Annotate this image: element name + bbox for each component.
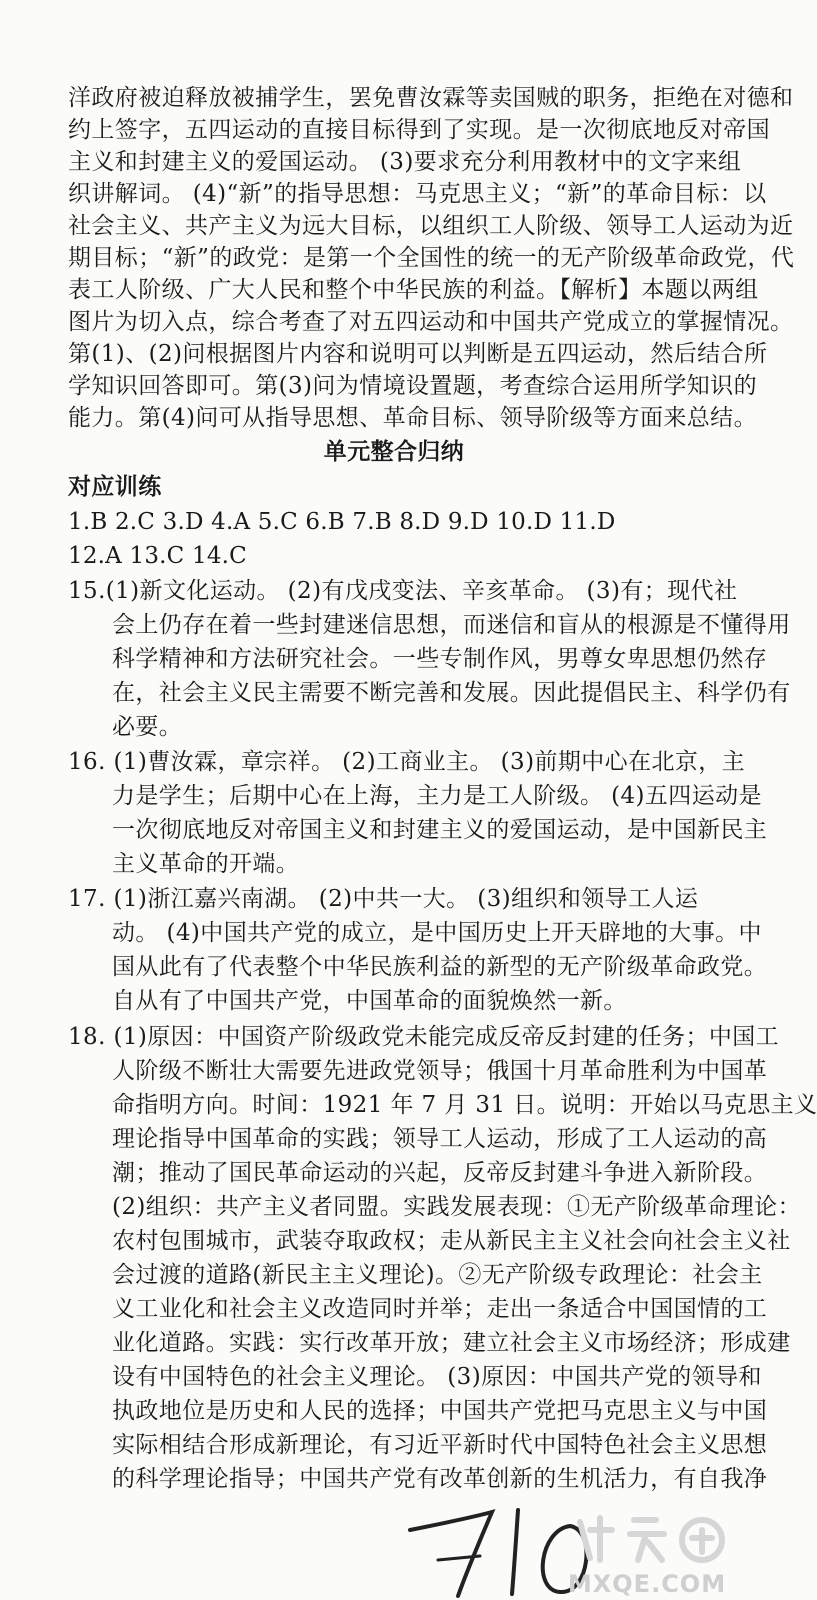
watermark-emblem-icon <box>560 1508 734 1568</box>
q17-line: 动。 (4)中国共产党的成立，是中国历史上开天辟地的大事。中 <box>112 920 762 946</box>
q18-line: 命指明方向。时间：1921 年 7 月 31 日。说明：开始以马克思主义 <box>112 1092 817 1118</box>
q15-line: 会上仍存在着一些封建迷信思想，而迷信和盲从的根源是不懂得用 <box>112 612 791 638</box>
q18-line: 义工业化和社会主义改造同时并举；走出一条适合中国国情的工 <box>112 1296 768 1322</box>
q18-line: 人阶级不断壮大需要先进政党领导；俄国十月革命胜利为中国革 <box>112 1058 768 1084</box>
q15-line: 科学精神和方法研究社会。一些专制作风，男尊女卑思想仍然存 <box>112 646 768 672</box>
q17-line: 自从有了中国共产党，中国革命的面貌焕然一新。 <box>112 988 627 1014</box>
q15-line: 必要。 <box>112 714 183 740</box>
subsection-title: 对应训练 <box>68 474 162 500</box>
q18-line: 实际相结合形成新理论，有习近平新时代中国特色社会主义思想 <box>112 1432 768 1458</box>
q18-line: 18. (1)原因：中国资产阶级政党未能完成反帝反封建的任务；中国工 <box>68 1024 780 1050</box>
text-line: 图片为切入点，综合考查了对五四运动和中国共产党成立的掌握情况。 <box>68 309 794 335</box>
answer-key-line: 1.B 2.C 3.D 4.A 5.C 6.B 7.B 8.D 9.D 10.D 11.D <box>68 509 616 535</box>
q18-line: 设有中国特色的社会主义理论。 (3)原因：中国共产党的领导和 <box>112 1364 762 1390</box>
q16-line: 主义革命的开端。 <box>112 851 300 877</box>
text-line: 织讲解词。 (4)“新”的指导思想：马克思主义；“新”的革命目标：以 <box>68 181 767 207</box>
text-line: 约上签字，五四运动的直接目标得到了实现。是一次彻底地反对帝国 <box>68 117 770 143</box>
q18-line: 业化道路。实践：实行改革开放；建立社会主义市场经济；形成建 <box>112 1330 791 1356</box>
q18-line: 的科学理论指导；中国共产党有改革创新的生机活力，有自我净 <box>112 1466 768 1492</box>
text-line: 社会主义、共产主义为远大目标，以组织工人阶级、领导工人运动为近 <box>68 213 794 239</box>
text-line: 主义和封建主义的爱国运动。 (3)要求充分利用教材中的文字来组 <box>68 149 742 175</box>
q16-line: 力是学生；后期中心在上海，主力是工人阶级。 (4)五四运动是 <box>112 783 762 809</box>
text-line: 期目标；“新”的政党：是第一个全国性的统一的无产阶级革命政党，代 <box>68 245 795 271</box>
q15-line: 在，社会主义民主需要不断完善和发展。因此提倡民主、科学仍有 <box>112 680 791 706</box>
q16-line: 一次彻底地反对帝国主义和封建主义的爱国运动，是中国新民主 <box>112 817 768 843</box>
watermark-logo <box>560 1508 734 1600</box>
q18-line: 理论指导中国革命的实践；领导工人运动，形成了工人运动的高 <box>112 1126 768 1152</box>
q18-line: 会过渡的道路(新民主主义理论)。②无产阶级专政理论：社会主 <box>112 1262 763 1288</box>
q16-line: 16. (1)曹汝霖，章宗祥。 (2)工商业主。 (3)前期中心在北京，主 <box>68 749 746 775</box>
text-line: 洋政府被迫释放被捕学生，罢免曹汝霖等卖国贼的职务，拒绝在对德和 <box>68 85 794 111</box>
q17-line: 国从此有了代表整个中华民族利益的新型的无产阶级革命政党。 <box>112 954 768 980</box>
q15-line: 15.(1)新文化运动。 (2)有戊戌变法、辛亥革命。 (3)有；现代社 <box>68 578 738 604</box>
text-line: 学知识回答即可。第(3)问为情境设置题，考查综合运用所学知识的 <box>68 373 757 399</box>
q17-line: 17. (1)浙江嘉兴南湖。 (2)中共一大。 (3)组织和领导工人运 <box>68 886 699 912</box>
q18-line: 潮；推动了国民革命运动的兴起，反帝反封建斗争进入新阶段。 <box>112 1160 768 1186</box>
q18-line: 执政地位是历史和人民的选择；中国共产党把马克思主义与中国 <box>112 1398 768 1424</box>
q18-line: (2)组织：共产主义者同盟。实践发展表现：①无产阶级革命理论： <box>112 1194 801 1220</box>
section-title: 单元整合归纳 <box>323 439 465 465</box>
text-line: 表工人阶级、广大人民和整个中华民族的利益。【解析】本题以两组 <box>68 277 759 303</box>
watermark-text: MXQE.COM <box>567 1570 727 1598</box>
q18-line: 农村包围城市，武装夺取政权；走从新民主主义社会向社会主义社 <box>112 1228 791 1254</box>
answer-key-line: 12.A 13.C 14.C <box>68 543 247 569</box>
text-line: 能力。第(4)问可从指导思想、革命目标、领导阶级等方面来总结。 <box>68 405 757 431</box>
text-line: 第(1)、(2)问根据图片内容和说明可以判断是五四运动，然后结合所 <box>68 341 768 367</box>
